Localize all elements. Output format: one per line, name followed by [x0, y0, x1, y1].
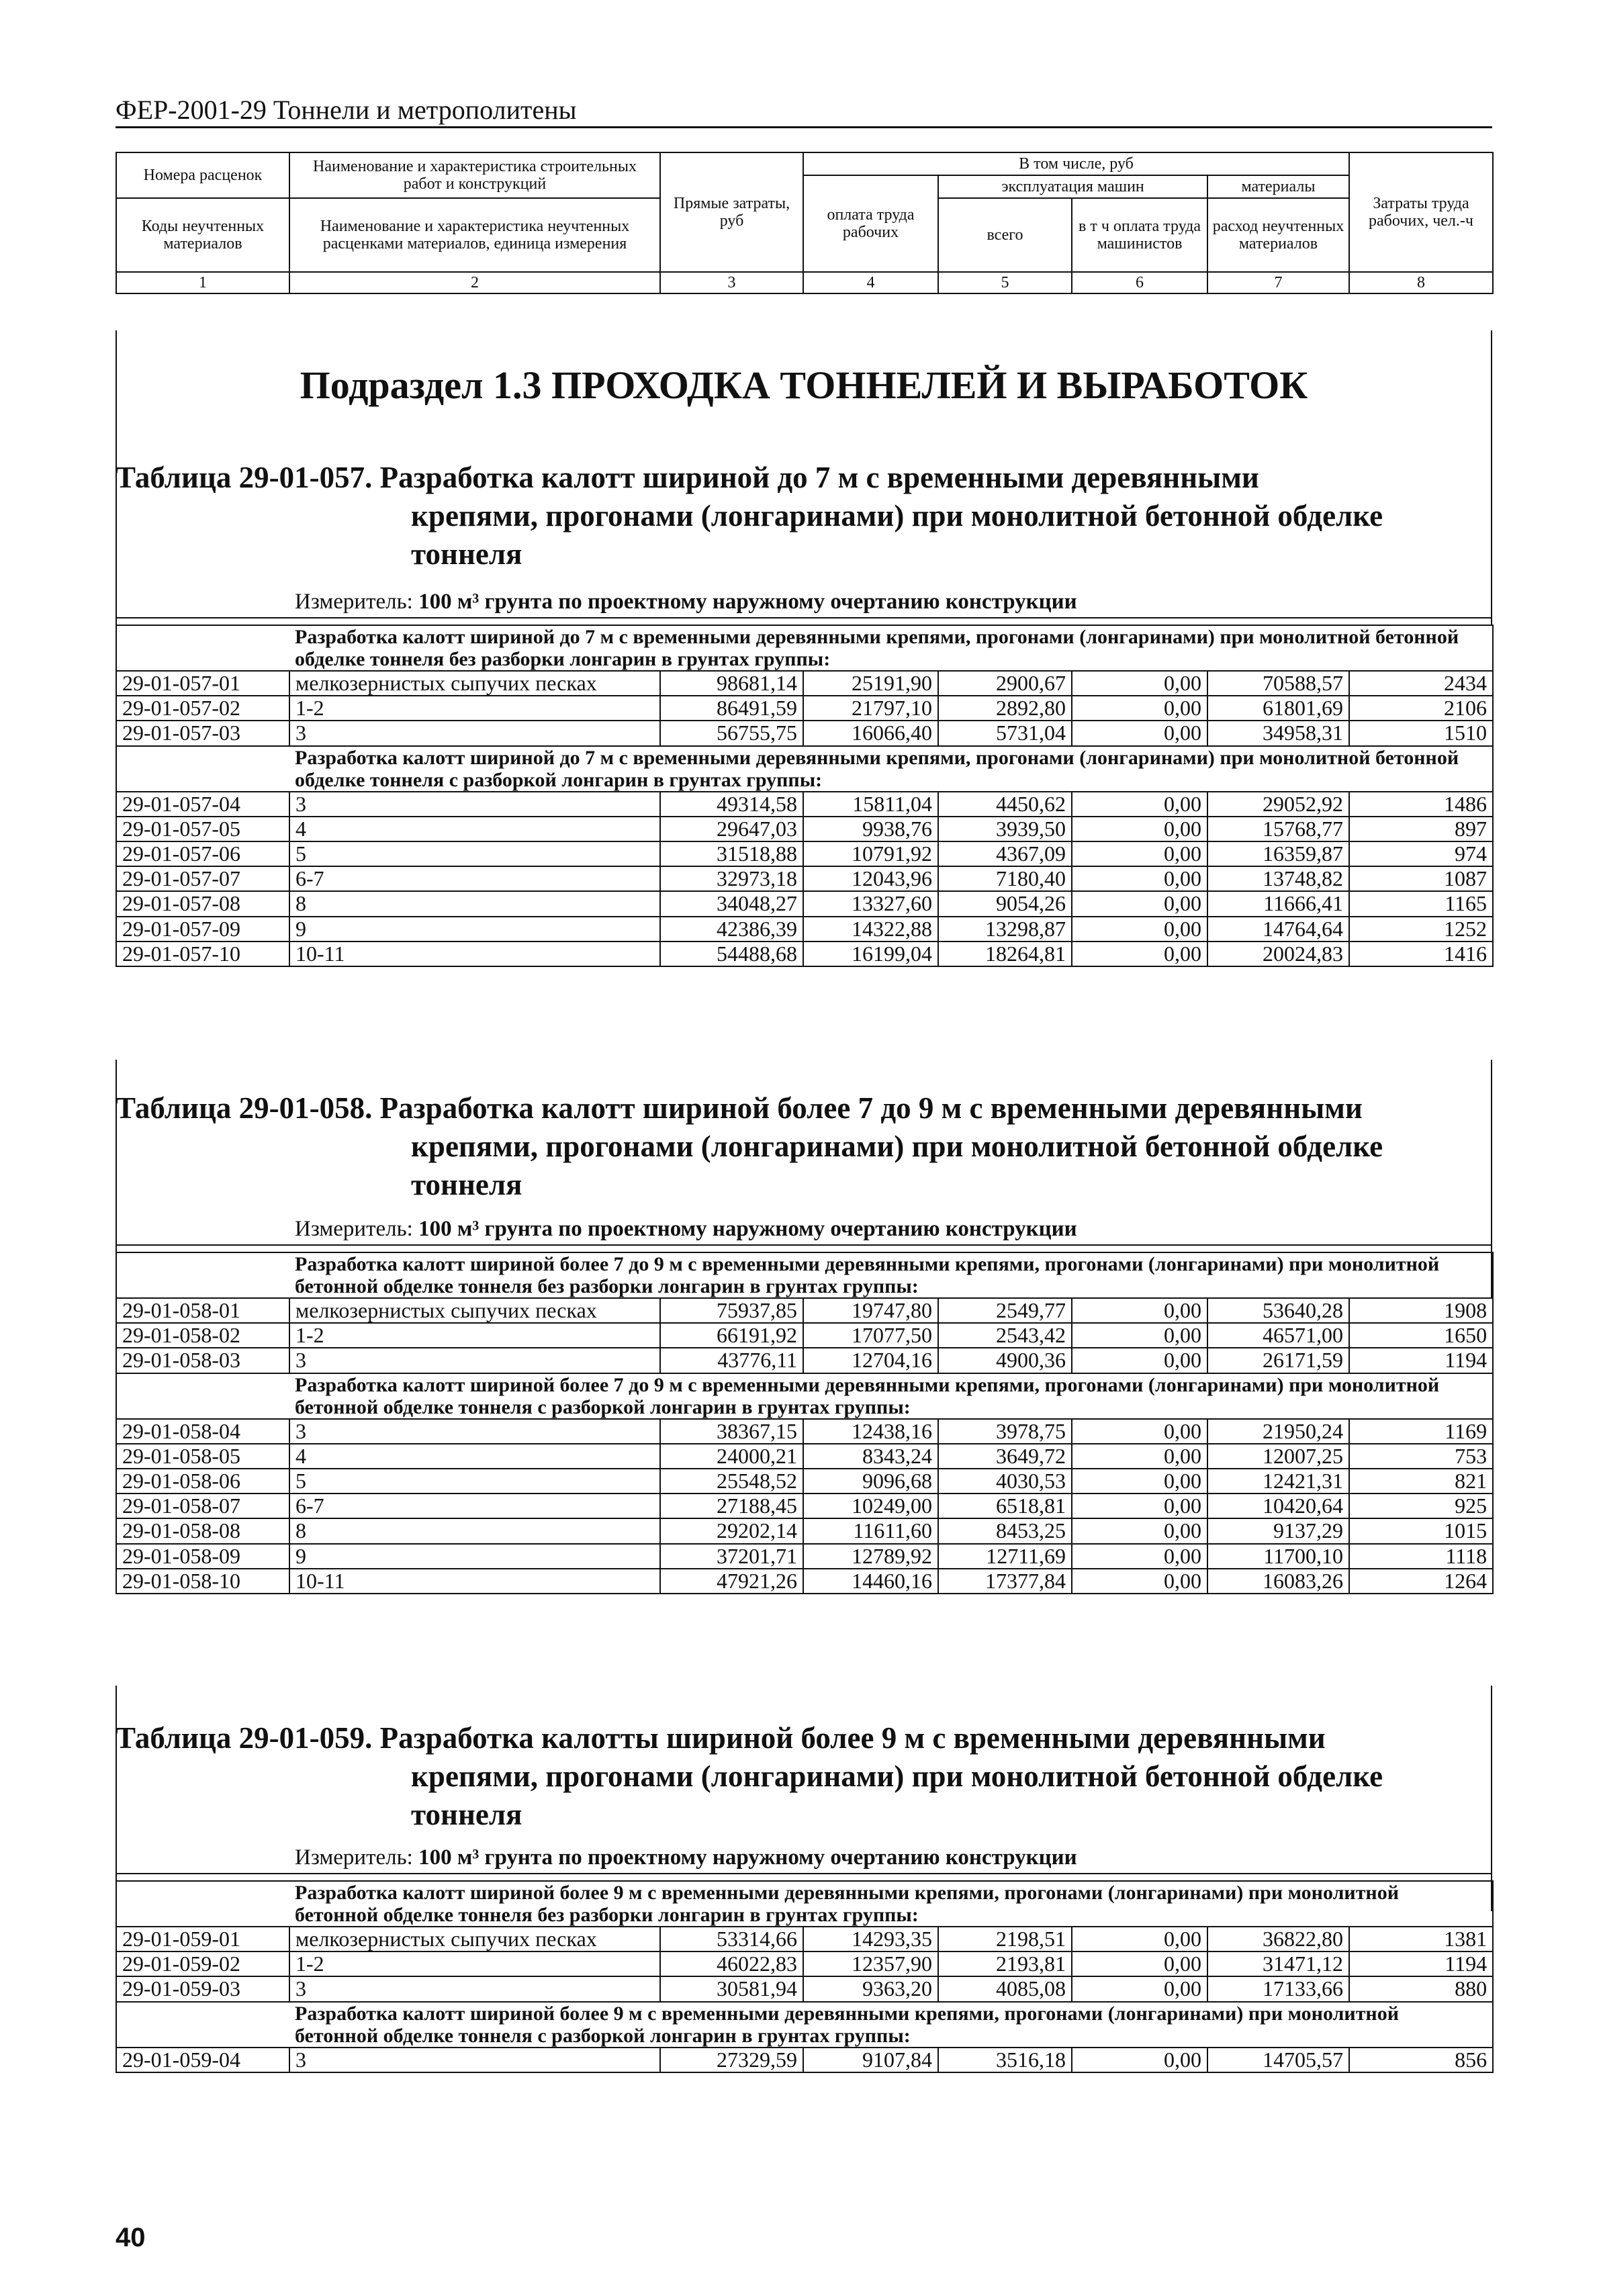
cell-labor-hours: 880 — [1349, 1976, 1493, 2001]
rates-table-059 — [116, 1880, 1494, 2073]
meter-rule — [116, 617, 1492, 618]
header-cell-machinist-pay: в т ч оплата труда машинистов — [1072, 198, 1207, 272]
group-caption-row — [116, 1881, 1493, 1927]
column-header-table — [116, 152, 1494, 294]
header-cell-machines-total: всего — [938, 198, 1072, 272]
cell-direct-costs: 46022,83 — [660, 1951, 803, 1976]
cell-ground-group: 6-7 — [289, 866, 660, 891]
cell-worker-pay: 9096,68 — [803, 1469, 938, 1494]
cell-machines-total: 4450,62 — [938, 792, 1072, 817]
group-caption-row — [116, 1373, 1493, 1419]
cell-labor-hours: 1486 — [1349, 792, 1493, 817]
cell-rate-code: 29-01-057-09 — [116, 917, 289, 942]
cell-labor-hours: 1194 — [1349, 1348, 1493, 1373]
cell-machines-total: 9054,26 — [938, 891, 1072, 916]
cell-machinist-pay: 0,00 — [1072, 942, 1207, 966]
cell-rate-code: 29-01-059-01 — [116, 1927, 289, 1951]
cell-worker-pay: 15811,04 — [803, 792, 938, 817]
cell-rate-code: 29-01-057-05 — [116, 817, 289, 841]
cell-labor-hours: 2106 — [1349, 696, 1493, 721]
cell-ground-group: 1-2 — [289, 1951, 660, 1976]
cell-machinist-pay: 0,00 — [1072, 1976, 1207, 2001]
cell-machinist-pay: 0,00 — [1072, 721, 1207, 745]
cell-worker-pay: 9363,20 — [803, 1976, 938, 2001]
cell-worker-pay: 12789,92 — [803, 1544, 938, 1569]
cell-material-use: 70588,57 — [1207, 671, 1349, 696]
table-row — [116, 696, 1493, 721]
table-row — [116, 1298, 1493, 1323]
cell-worker-pay: 16066,40 — [803, 721, 938, 745]
cell-ground-group: 9 — [289, 1544, 660, 1569]
table-row — [116, 1544, 1493, 1569]
table-row — [116, 1419, 1493, 1444]
cell-labor-hours: 1381 — [1349, 1927, 1493, 1951]
header-num-7: 7 — [1207, 272, 1349, 293]
cell-direct-costs: 31518,88 — [660, 841, 803, 866]
cell-rate-code: 29-01-058-08 — [116, 1518, 289, 1543]
cell-machinist-pay: 0,00 — [1072, 1518, 1207, 1543]
cell-direct-costs: 25548,52 — [660, 1469, 803, 1494]
table-row — [116, 917, 1493, 942]
cell-ground-group: 3 — [289, 2048, 660, 2072]
cell-direct-costs: 34048,27 — [660, 891, 803, 916]
cell-worker-pay: 14460,16 — [803, 1569, 938, 1594]
cell-rate-code: 29-01-058-02 — [116, 1323, 289, 1348]
table-row — [116, 817, 1493, 841]
cell-material-use: 14705,57 — [1207, 2048, 1349, 2072]
cell-direct-costs: 38367,15 — [660, 1419, 803, 1444]
table-row — [116, 721, 1493, 745]
cell-labor-hours: 856 — [1349, 2048, 1493, 2072]
cell-ground-group: 3 — [289, 721, 660, 745]
rates-table-057 — [116, 625, 1494, 967]
cell-rate-code: 29-01-058-10 — [116, 1569, 289, 1594]
cell-machines-total: 12711,69 — [938, 1544, 1072, 1569]
group-caption-spacer — [116, 1881, 289, 1927]
cell-ground-group: 4 — [289, 1444, 660, 1469]
cell-worker-pay: 11611,60 — [803, 1518, 938, 1543]
cell-machines-total: 4085,08 — [938, 1976, 1072, 2001]
cell-ground-group: мелкозернистых сыпучих песках — [289, 1927, 660, 1951]
table-title-line: тоннеля — [411, 537, 522, 571]
group-caption-spacer — [116, 625, 289, 671]
cell-rate-code: 29-01-058-01 — [116, 1298, 289, 1323]
meter-057 — [295, 590, 1077, 614]
group-caption-spacer — [116, 1252, 289, 1298]
table-row — [116, 1469, 1493, 1494]
cell-material-use: 11700,10 — [1207, 1544, 1349, 1569]
cell-ground-group: 4 — [289, 817, 660, 841]
group-caption: Разработка калотт шириной более 9 м с временными деревянными крепями, прогонами (лонгаринами) при монолитной бетонной обделке тоннеля с разборкой лонгарин в грунтах группы: — [289, 2002, 1493, 2048]
cell-machinist-pay: 0,00 — [1072, 1348, 1207, 1373]
meter-058 — [295, 1217, 1077, 1242]
cell-direct-costs: 47921,26 — [660, 1569, 803, 1594]
subsection-title: Подраздел 1.3 ПРОХОДКА ТОННЕЛЕЙ И ВЫРАБОТОК — [300, 363, 1308, 407]
cell-machinist-pay: 0,00 — [1072, 1951, 1207, 1976]
cell-worker-pay: 19747,80 — [803, 1298, 938, 1323]
cell-rate-code: 29-01-058-06 — [116, 1469, 289, 1494]
table-row — [116, 1976, 1493, 2001]
cell-direct-costs: 56755,75 — [660, 721, 803, 745]
cell-material-use: 21950,24 — [1207, 1419, 1349, 1444]
cell-rate-code: 29-01-057-04 — [116, 792, 289, 817]
table-title-line: крепями, прогонами (лонгаринами) при монолитной бетонной обделке — [411, 499, 1383, 533]
group-caption: Разработка калотт шириной более 9 м с временными деревянными крепями, прогонами (лонгаринами) при монолитной бетонной обделке тоннеля без разборки лонгарин в грунтах группы: — [289, 1881, 1493, 1927]
cell-rate-code: 29-01-057-01 — [116, 671, 289, 696]
table-title-059 — [116, 1719, 1499, 1834]
cell-machines-total: 13298,87 — [938, 917, 1072, 942]
cell-worker-pay: 12704,16 — [803, 1348, 938, 1373]
group-caption-spacer — [116, 746, 289, 792]
header-num-1: 1 — [116, 272, 289, 293]
table-title-057 — [116, 459, 1499, 573]
table-row — [116, 1518, 1493, 1543]
meter-label: Измеритель: — [295, 1845, 413, 1870]
cell-machinist-pay: 0,00 — [1072, 917, 1207, 942]
cell-labor-hours: 1252 — [1349, 917, 1493, 942]
cell-direct-costs: 66191,92 — [660, 1323, 803, 1348]
cell-ground-group: 3 — [289, 1348, 660, 1373]
cell-machines-total: 7180,40 — [938, 866, 1072, 891]
cell-machinist-pay: 0,00 — [1072, 1444, 1207, 1469]
cell-machinist-pay: 0,00 — [1072, 841, 1207, 866]
cell-material-use: 11666,41 — [1207, 891, 1349, 916]
cell-machines-total: 17377,84 — [938, 1569, 1072, 1594]
cell-machines-total: 4030,53 — [938, 1469, 1072, 1494]
cell-material-use: 31471,12 — [1207, 1951, 1349, 1976]
cell-worker-pay: 10249,00 — [803, 1494, 938, 1518]
group-caption: Разработка калотт шириной более 7 до 9 м с временными деревянными крепями, прогонами (лонгаринами) при монолитной бетонной обделке тоннеля с разборкой лонгарин в грунтах группы: — [289, 1373, 1493, 1419]
cell-direct-costs: 24000,21 — [660, 1444, 803, 1469]
cell-machinist-pay: 0,00 — [1072, 866, 1207, 891]
cell-machines-total: 5731,04 — [938, 721, 1072, 745]
cell-ground-group: мелкозернистых сыпучих песках — [289, 671, 660, 696]
group-caption: Разработка калотт шириной до 7 м с временными деревянными крепями, прогонами (лонгаринами) при монолитной бетонной обделке тоннеля без разборки лонгарин в грунтах группы: — [289, 625, 1493, 671]
header-cell-work-name: Наименование и характеристика строительных работ и конструкций — [289, 152, 660, 198]
header-cell-material-codes: Коды неучтенных материалов — [116, 198, 289, 272]
cell-labor-hours: 2434 — [1349, 671, 1493, 696]
group-caption-spacer — [116, 2002, 289, 2048]
cell-ground-group: мелкозернистых сыпучих песках — [289, 1298, 660, 1323]
cell-direct-costs: 37201,71 — [660, 1544, 803, 1569]
cell-material-use: 12421,31 — [1207, 1469, 1349, 1494]
table-title-line: крепями, прогонами (лонгаринами) при монолитной бетонной обделке — [411, 1130, 1383, 1163]
cell-labor-hours: 897 — [1349, 817, 1493, 841]
cell-rate-code: 29-01-057-06 — [116, 841, 289, 866]
cell-machinist-pay: 0,00 — [1072, 671, 1207, 696]
rates-table-058 — [116, 1252, 1494, 1594]
cell-machines-total: 3978,75 — [938, 1419, 1072, 1444]
cell-labor-hours: 925 — [1349, 1494, 1493, 1518]
cell-material-use: 61801,69 — [1207, 696, 1349, 721]
cell-machines-total: 2892,80 — [938, 696, 1072, 721]
table-row — [116, 1348, 1493, 1373]
cell-direct-costs: 53314,66 — [660, 1927, 803, 1951]
table-row — [116, 1494, 1493, 1518]
cell-direct-costs: 29202,14 — [660, 1518, 803, 1543]
cell-ground-group: 9 — [289, 917, 660, 942]
cell-direct-costs: 32973,18 — [660, 866, 803, 891]
group-caption-spacer — [116, 1373, 289, 1419]
cell-rate-code: 29-01-059-02 — [116, 1951, 289, 1976]
cell-rate-code: 29-01-059-03 — [116, 1976, 289, 2001]
cell-worker-pay: 14293,35 — [803, 1927, 938, 1951]
header-cell-material-name: Наименование и характеристика неучтенных расценками материалов, единица измерения — [289, 198, 660, 272]
cell-worker-pay: 17077,50 — [803, 1323, 938, 1348]
cell-machinist-pay: 0,00 — [1072, 1569, 1207, 1594]
cell-machinist-pay: 0,00 — [1072, 1298, 1207, 1323]
cell-worker-pay: 9107,84 — [803, 2048, 938, 2072]
cell-worker-pay: 10791,92 — [803, 841, 938, 866]
cell-direct-costs: 49314,58 — [660, 792, 803, 817]
table-row — [116, 841, 1493, 866]
cell-machinist-pay: 0,00 — [1072, 817, 1207, 841]
cell-ground-group: 1-2 — [289, 1323, 660, 1348]
cell-material-use: 17133,66 — [1207, 1976, 1349, 2001]
cell-ground-group: 3 — [289, 792, 660, 817]
cell-labor-hours: 1015 — [1349, 1518, 1493, 1543]
cell-worker-pay: 8343,24 — [803, 1444, 938, 1469]
meter-059 — [295, 1845, 1077, 1870]
cell-machines-total: 2198,51 — [938, 1927, 1072, 1951]
cell-direct-costs: 27329,59 — [660, 2048, 803, 2072]
group-caption-row — [116, 746, 1493, 792]
cell-machines-total: 2543,42 — [938, 1323, 1072, 1348]
cell-direct-costs: 27188,45 — [660, 1494, 803, 1518]
table-row — [116, 1569, 1493, 1594]
table-row — [116, 891, 1493, 916]
meter-text: 100 м³ грунта по проектному наружному очертанию конструкции — [418, 590, 1077, 614]
page-number: 40 — [116, 2223, 146, 2252]
table-title-line: крепями, прогонами (лонгаринами) при монолитной бетонной обделке — [411, 1759, 1383, 1793]
table-row — [116, 792, 1493, 817]
cell-material-use: 9137,29 — [1207, 1518, 1349, 1543]
cell-rate-code: 29-01-058-04 — [116, 1419, 289, 1444]
header-num-8: 8 — [1349, 272, 1493, 293]
cell-labor-hours: 1510 — [1349, 721, 1493, 745]
header-cell-direct-costs: Прямые затраты, руб — [660, 152, 803, 272]
cell-machines-total: 3516,18 — [938, 2048, 1072, 2072]
header-cell-material-use: расход неучтенных материалов — [1207, 198, 1349, 272]
table-row — [116, 942, 1493, 966]
cell-material-use: 46571,00 — [1207, 1323, 1349, 1348]
cell-machinist-pay: 0,00 — [1072, 2048, 1207, 2072]
cell-worker-pay: 13327,60 — [803, 891, 938, 916]
table-row — [116, 1323, 1493, 1348]
cell-machinist-pay: 0,00 — [1072, 696, 1207, 721]
cell-material-use: 14764,64 — [1207, 917, 1349, 942]
cell-ground-group: 6-7 — [289, 1494, 660, 1518]
cell-machines-total: 8453,25 — [938, 1518, 1072, 1543]
table-title-line: Таблица 29-01-059. Разработка калотты шириной более 9 м с временными деревянными — [116, 1721, 1326, 1755]
cell-rate-code: 29-01-058-07 — [116, 1494, 289, 1518]
cell-direct-costs: 42386,39 — [660, 917, 803, 942]
cell-rate-code: 29-01-058-09 — [116, 1544, 289, 1569]
cell-machinist-pay: 0,00 — [1072, 1469, 1207, 1494]
cell-labor-hours: 1165 — [1349, 891, 1493, 916]
cell-labor-hours: 1118 — [1349, 1544, 1493, 1569]
header-num-4: 4 — [803, 272, 938, 293]
table-title-line: Таблица 29-01-058. Разработка калотт шириной более 7 до 9 м с временными деревянными — [116, 1091, 1363, 1125]
cell-direct-costs: 98681,14 — [660, 671, 803, 696]
cell-material-use: 34958,31 — [1207, 721, 1349, 745]
cell-machines-total: 4900,36 — [938, 1348, 1072, 1373]
header-num-6: 6 — [1072, 272, 1207, 293]
cell-labor-hours: 821 — [1349, 1469, 1493, 1494]
cell-labor-hours: 1416 — [1349, 942, 1493, 966]
cell-material-use: 29052,92 — [1207, 792, 1349, 817]
cell-ground-group: 8 — [289, 891, 660, 916]
cell-machines-total: 6518,81 — [938, 1494, 1072, 1518]
meter-text: 100 м³ грунта по проектному наружному очертанию конструкции — [418, 1217, 1077, 1241]
running-head-rule — [116, 126, 1492, 128]
cell-labor-hours: 1650 — [1349, 1323, 1493, 1348]
cell-machines-total: 3939,50 — [938, 817, 1072, 841]
group-caption-row — [116, 1252, 1493, 1298]
cell-direct-costs: 54488,68 — [660, 942, 803, 966]
cell-worker-pay: 9938,76 — [803, 817, 938, 841]
meter-label: Измеритель: — [295, 1217, 413, 1241]
header-num-5: 5 — [938, 272, 1072, 293]
table-title-058 — [116, 1089, 1499, 1204]
cell-machinist-pay: 0,00 — [1072, 1927, 1207, 1951]
cell-labor-hours: 1169 — [1349, 1419, 1493, 1444]
header-cell-rate-numbers: Номера расценок — [116, 152, 289, 198]
cell-material-use: 15768,77 — [1207, 817, 1349, 841]
cell-rate-code: 29-01-057-02 — [116, 696, 289, 721]
cell-worker-pay: 25191,90 — [803, 671, 938, 696]
group-caption-row — [116, 2002, 1493, 2048]
cell-machinist-pay: 0,00 — [1072, 1323, 1207, 1348]
cell-machines-total: 4367,09 — [938, 841, 1072, 866]
cell-rate-code: 29-01-058-05 — [116, 1444, 289, 1469]
cell-rate-code: 29-01-057-10 — [116, 942, 289, 966]
table-row — [116, 2048, 1493, 2072]
cell-machines-total: 2549,77 — [938, 1298, 1072, 1323]
cell-material-use: 53640,28 — [1207, 1298, 1349, 1323]
cell-labor-hours: 974 — [1349, 841, 1493, 866]
cell-rate-code: 29-01-057-08 — [116, 891, 289, 916]
cell-rate-code: 29-01-058-03 — [116, 1348, 289, 1373]
header-cell-labor-hours: Затраты труда рабочих, чел.-ч — [1349, 152, 1493, 272]
header-cell-materials: материалы — [1207, 175, 1349, 198]
meter-rule — [116, 1873, 1492, 1874]
cell-worker-pay: 16199,04 — [803, 942, 938, 966]
cell-worker-pay: 21797,10 — [803, 696, 938, 721]
cell-labor-hours: 1194 — [1349, 1951, 1493, 1976]
table-row — [116, 1927, 1493, 1951]
cell-machinist-pay: 0,00 — [1072, 891, 1207, 916]
cell-material-use: 36822,80 — [1207, 1927, 1349, 1951]
cell-worker-pay: 12357,90 — [803, 1951, 938, 1976]
cell-material-use: 26171,59 — [1207, 1348, 1349, 1373]
cell-material-use: 13748,82 — [1207, 866, 1349, 891]
table-title-line: тоннеля — [411, 1798, 522, 1831]
group-caption: Разработка калотт шириной до 7 м с временными деревянными крепями, прогонами (лонгаринами) при монолитной бетонной обделке тоннеля с разборкой лонгарин в грунтах группы: — [289, 746, 1493, 792]
table-row — [116, 1444, 1493, 1469]
cell-direct-costs: 30581,94 — [660, 1976, 803, 2001]
cell-direct-costs: 29647,03 — [660, 817, 803, 841]
cell-machines-total: 18264,81 — [938, 942, 1072, 966]
table-title-line: Таблица 29-01-057. Разработка калотт шириной до 7 м с временными деревянными — [116, 461, 1259, 494]
cell-labor-hours: 1087 — [1349, 866, 1493, 891]
cell-ground-group: 3 — [289, 1419, 660, 1444]
cell-direct-costs: 86491,59 — [660, 696, 803, 721]
cell-machinist-pay: 0,00 — [1072, 1494, 1207, 1518]
table-row — [116, 1951, 1493, 1976]
group-caption: Разработка калотт шириной более 7 до 9 м с временными деревянными крепями, прогонами (лонгаринами) при монолитной бетонной обделке тоннеля без разборки лонгарин в грунтах группы: — [289, 1252, 1493, 1298]
cell-rate-code: 29-01-059-04 — [116, 2048, 289, 2072]
header-num-3: 3 — [660, 272, 803, 293]
table-row — [116, 671, 1493, 696]
cell-material-use: 20024,83 — [1207, 942, 1349, 966]
table-title-line: тоннеля — [411, 1168, 522, 1201]
header-cell-worker-pay: оплата труда рабочих — [803, 175, 938, 272]
cell-machines-total: 2900,67 — [938, 671, 1072, 696]
header-cell-including: В том числе, руб — [803, 152, 1349, 175]
cell-rate-code: 29-01-057-07 — [116, 866, 289, 891]
header-cell-machines: эксплуатация машин — [938, 175, 1207, 198]
cell-material-use: 12007,25 — [1207, 1444, 1349, 1469]
group-caption-row — [116, 625, 1493, 671]
running-head: ФЕР-2001-29 Тоннели и метрополитены — [116, 95, 577, 125]
table-row — [116, 866, 1493, 891]
cell-labor-hours: 1908 — [1349, 1298, 1493, 1323]
cell-material-use: 16083,26 — [1207, 1569, 1349, 1594]
cell-machinist-pay: 0,00 — [1072, 792, 1207, 817]
cell-worker-pay: 12043,96 — [803, 866, 938, 891]
cell-worker-pay: 12438,16 — [803, 1419, 938, 1444]
cell-ground-group: 10-11 — [289, 942, 660, 966]
cell-machinist-pay: 0,00 — [1072, 1419, 1207, 1444]
cell-ground-group: 5 — [289, 841, 660, 866]
meter-text: 100 м³ грунта по проектному наружному очертанию конструкции — [418, 1845, 1077, 1870]
cell-rate-code: 29-01-057-03 — [116, 721, 289, 745]
cell-ground-group: 5 — [289, 1469, 660, 1494]
cell-ground-group: 10-11 — [289, 1569, 660, 1594]
cell-machines-total: 2193,81 — [938, 1951, 1072, 1976]
cell-labor-hours: 1264 — [1349, 1569, 1493, 1594]
cell-direct-costs: 75937,85 — [660, 1298, 803, 1323]
cell-machines-total: 3649,72 — [938, 1444, 1072, 1469]
meter-label: Измеритель: — [295, 590, 413, 614]
cell-material-use: 10420,64 — [1207, 1494, 1349, 1518]
meter-rule — [116, 1244, 1492, 1246]
cell-ground-group: 1-2 — [289, 696, 660, 721]
header-num-2: 2 — [289, 272, 660, 293]
cell-direct-costs: 43776,11 — [660, 1348, 803, 1373]
cell-material-use: 16359,87 — [1207, 841, 1349, 866]
cell-machinist-pay: 0,00 — [1072, 1544, 1207, 1569]
cell-ground-group: 3 — [289, 1976, 660, 2001]
cell-labor-hours: 753 — [1349, 1444, 1493, 1469]
cell-worker-pay: 14322,88 — [803, 917, 938, 942]
cell-ground-group: 8 — [289, 1518, 660, 1543]
